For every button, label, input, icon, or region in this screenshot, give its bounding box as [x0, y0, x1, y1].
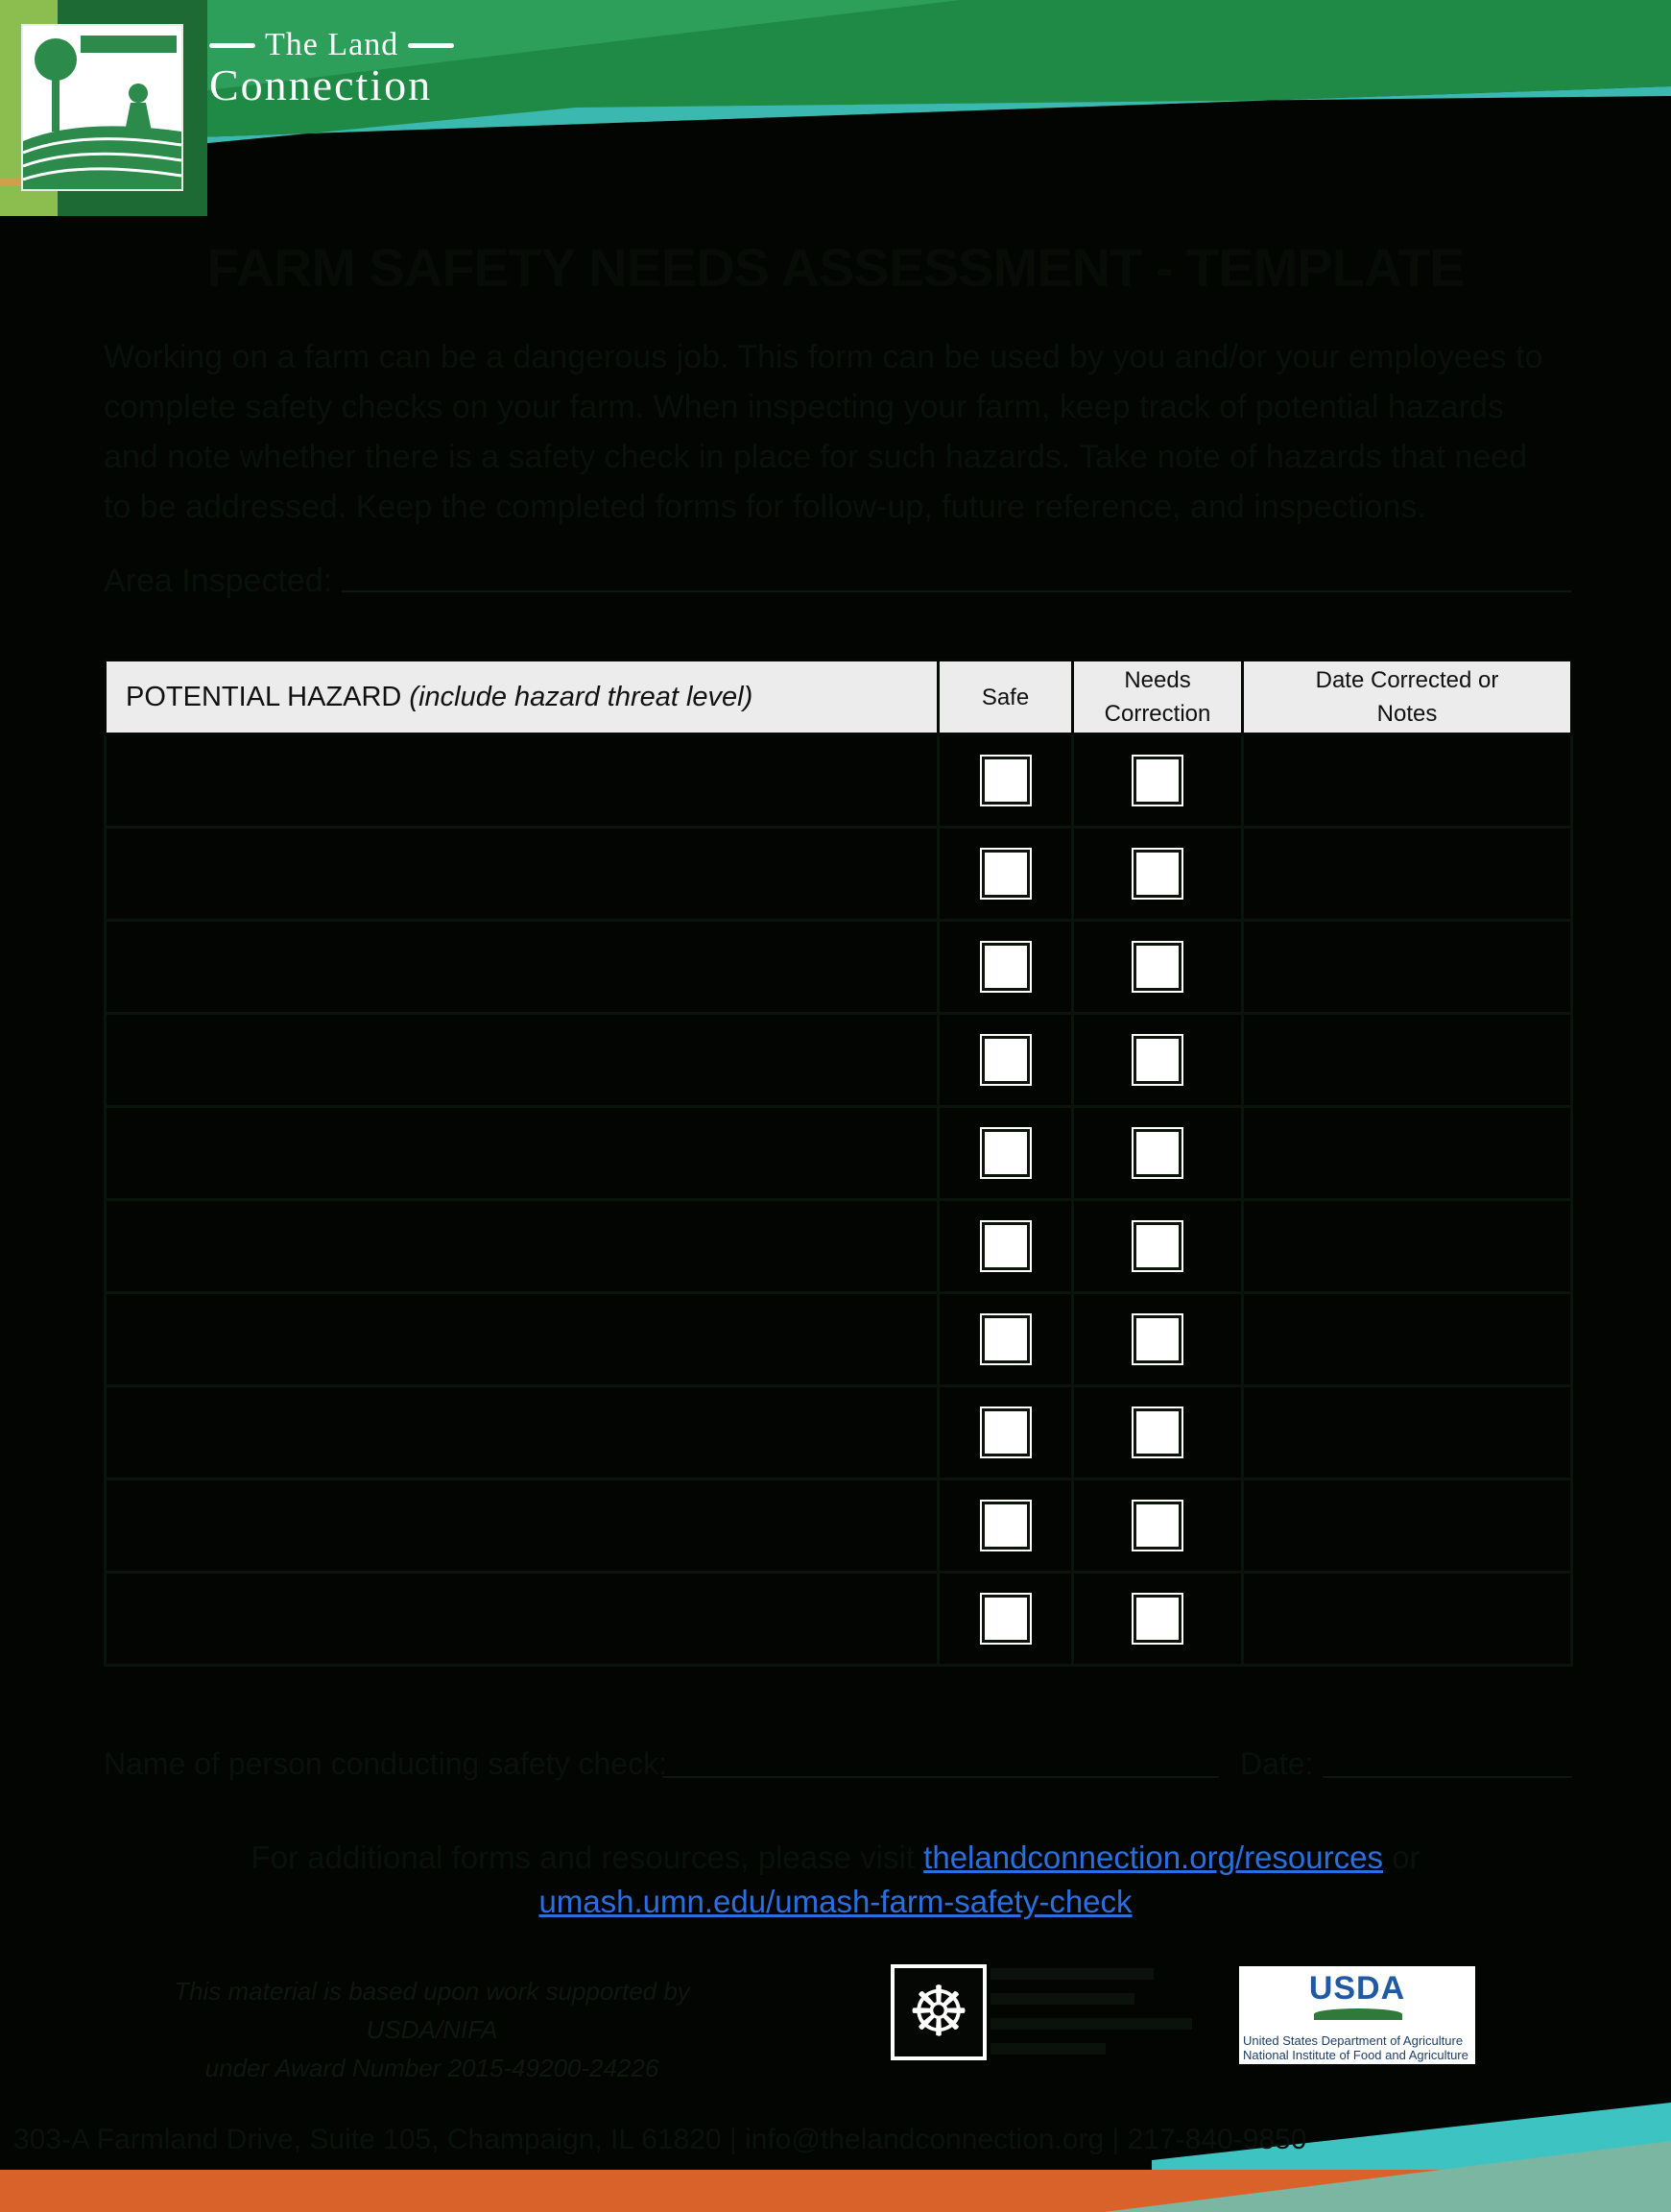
header-date-corrected [1243, 661, 1572, 734]
notes-cell[interactable] [1243, 828, 1572, 921]
needs-correction-checkbox[interactable] [1134, 850, 1182, 898]
brand-bottom-text: Connection [209, 60, 433, 109]
resources-lead: For additional forms and resources, please visit [251, 1839, 915, 1875]
notes-cell[interactable] [1243, 1573, 1572, 1666]
usda-swoosh-icon [1314, 2008, 1402, 2020]
needs-correction-checkbox[interactable] [1134, 757, 1182, 805]
inspector-name-label: Name of person conducting safety check: [104, 1746, 667, 1781]
notes-cell[interactable] [1243, 734, 1572, 828]
farm-illustration-icon [21, 24, 183, 191]
needs-correction-checkbox[interactable] [1134, 1315, 1182, 1363]
hazard-cell[interactable] [106, 1107, 939, 1200]
notes-cell[interactable] [1243, 1200, 1572, 1293]
footer-contact: 303-A Farmland Drive, Suite 105, Champaign, IL 61820 | info@thelandconnection.org | 217-840-9850 [13, 2124, 1307, 2155]
footer-banner [0, 2103, 1671, 2212]
table-row [106, 828, 1572, 921]
table-row [106, 921, 1572, 1014]
ships-wheel-icon: ☸ [907, 1974, 970, 2051]
hazard-cell[interactable] [106, 1200, 939, 1293]
needs-correction-checkbox[interactable] [1134, 1222, 1182, 1270]
table-row [106, 1293, 1572, 1386]
north-central-center-wordmark [991, 1968, 1192, 2068]
usda-logo [1239, 1966, 1475, 2064]
needs-correction-checkbox[interactable] [1134, 1129, 1182, 1177]
header-safe: Safe [939, 661, 1073, 734]
safe-checkbox[interactable] [982, 1502, 1030, 1550]
brand-top-text: The Land [265, 27, 399, 62]
table-row [106, 1014, 1572, 1107]
safe-checkbox[interactable] [982, 1129, 1030, 1177]
umash-safety-check-link[interactable]: umash.umn.edu/umash-farm-safety-check [538, 1884, 1133, 1919]
signature-row [104, 1745, 1572, 1788]
area-inspected-label: Area Inspected: [104, 563, 333, 599]
date-line[interactable] [1323, 1776, 1572, 1778]
north-central-center-logo [891, 1964, 987, 2060]
hazard-cell[interactable] [106, 1479, 939, 1573]
page-title: FARM SAFETY NEEDS ASSESSMENT - TEMPLATE [206, 237, 1465, 298]
table-row [106, 734, 1572, 828]
date-header-line2: Notes [1376, 701, 1438, 727]
header-potential-hazard [106, 661, 939, 734]
usda-caption-1: United States Department of Agriculture [1243, 2033, 1464, 2048]
hazard-cell[interactable] [106, 1293, 939, 1386]
table-row [106, 1573, 1572, 1666]
needs-header-line2: Correction [1104, 701, 1211, 727]
needs-correction-checkbox[interactable] [1134, 1036, 1182, 1084]
needs-correction-checkbox[interactable] [1134, 1502, 1182, 1550]
needs-correction-checkbox[interactable] [1134, 943, 1182, 991]
usda-wordmark: USDA [1308, 1970, 1406, 2007]
date-header-line1: Date Corrected or [1315, 667, 1499, 693]
hazard-cell[interactable] [106, 1573, 939, 1666]
safe-checkbox[interactable] [982, 850, 1030, 898]
safe-checkbox[interactable] [982, 1222, 1030, 1270]
needs-correction-checkbox[interactable] [1134, 1408, 1182, 1456]
inspector-name-line[interactable] [662, 1776, 1219, 1778]
hazard-cell[interactable] [106, 828, 939, 921]
safe-checkbox[interactable] [982, 1408, 1030, 1456]
table-row [106, 1107, 1572, 1200]
area-inspected-line[interactable] [342, 590, 1572, 592]
notes-cell[interactable] [1243, 1386, 1572, 1479]
funding-statement [144, 1972, 720, 2087]
resources-or: or [1392, 1839, 1420, 1875]
hazard-cell[interactable] [106, 921, 939, 1014]
notes-cell[interactable] [1243, 1107, 1572, 1200]
hazard-table [104, 659, 1573, 1667]
funding-line1: This material is based upon work supported by USDA/NIFA [174, 1977, 690, 2044]
page-header [0, 0, 1671, 221]
safe-checkbox[interactable] [982, 943, 1030, 991]
date-label: Date: [1240, 1746, 1314, 1781]
table-row [106, 1479, 1572, 1573]
safe-checkbox[interactable] [982, 1036, 1030, 1084]
funding-line2: under Award Number 2015-49200-24226 [204, 2054, 659, 2082]
intro-paragraph: Working on a farm can be a dangerous job. This form can be used by you and/or your employees to complete safety checks on your farm. When inspecting your farm, keep track of potential hazards and note whether there is a safety check in place for such hazards. Take note of hazards that need to be addressed. Keep the completed forms for follow-up, future reference, and inspections. [104, 339, 1543, 525]
hazard-cell[interactable] [106, 734, 939, 828]
safe-checkbox[interactable] [982, 757, 1030, 805]
brand-name [209, 27, 454, 110]
needs-header-line1: Needs [1124, 667, 1191, 693]
safe-checkbox[interactable] [982, 1315, 1030, 1363]
hazard-cell[interactable] [106, 1014, 939, 1107]
notes-cell[interactable] [1243, 1293, 1572, 1386]
needs-correction-checkbox[interactable] [1134, 1595, 1182, 1643]
usda-caption-2: National Institute of Food and Agriculture [1243, 2048, 1468, 2062]
hazard-header-text: POTENTIAL HAZARD [126, 681, 402, 712]
notes-cell[interactable] [1243, 1014, 1572, 1107]
logo[interactable] [0, 0, 207, 216]
hazard-cell[interactable] [106, 1386, 939, 1479]
table-row [106, 1200, 1572, 1293]
header-needs-correction [1073, 661, 1243, 734]
land-connection-resources-link[interactable]: thelandconnection.org/resources [923, 1839, 1383, 1875]
resources-note [0, 1836, 1671, 1924]
hazard-header-note: (include hazard threat level) [409, 681, 753, 712]
safe-checkbox[interactable] [982, 1595, 1030, 1643]
table-row [106, 1386, 1572, 1479]
notes-cell[interactable] [1243, 921, 1572, 1014]
table-header-row [106, 661, 1572, 734]
area-inspected-field[interactable] [104, 563, 1572, 600]
notes-cell[interactable] [1243, 1479, 1572, 1573]
